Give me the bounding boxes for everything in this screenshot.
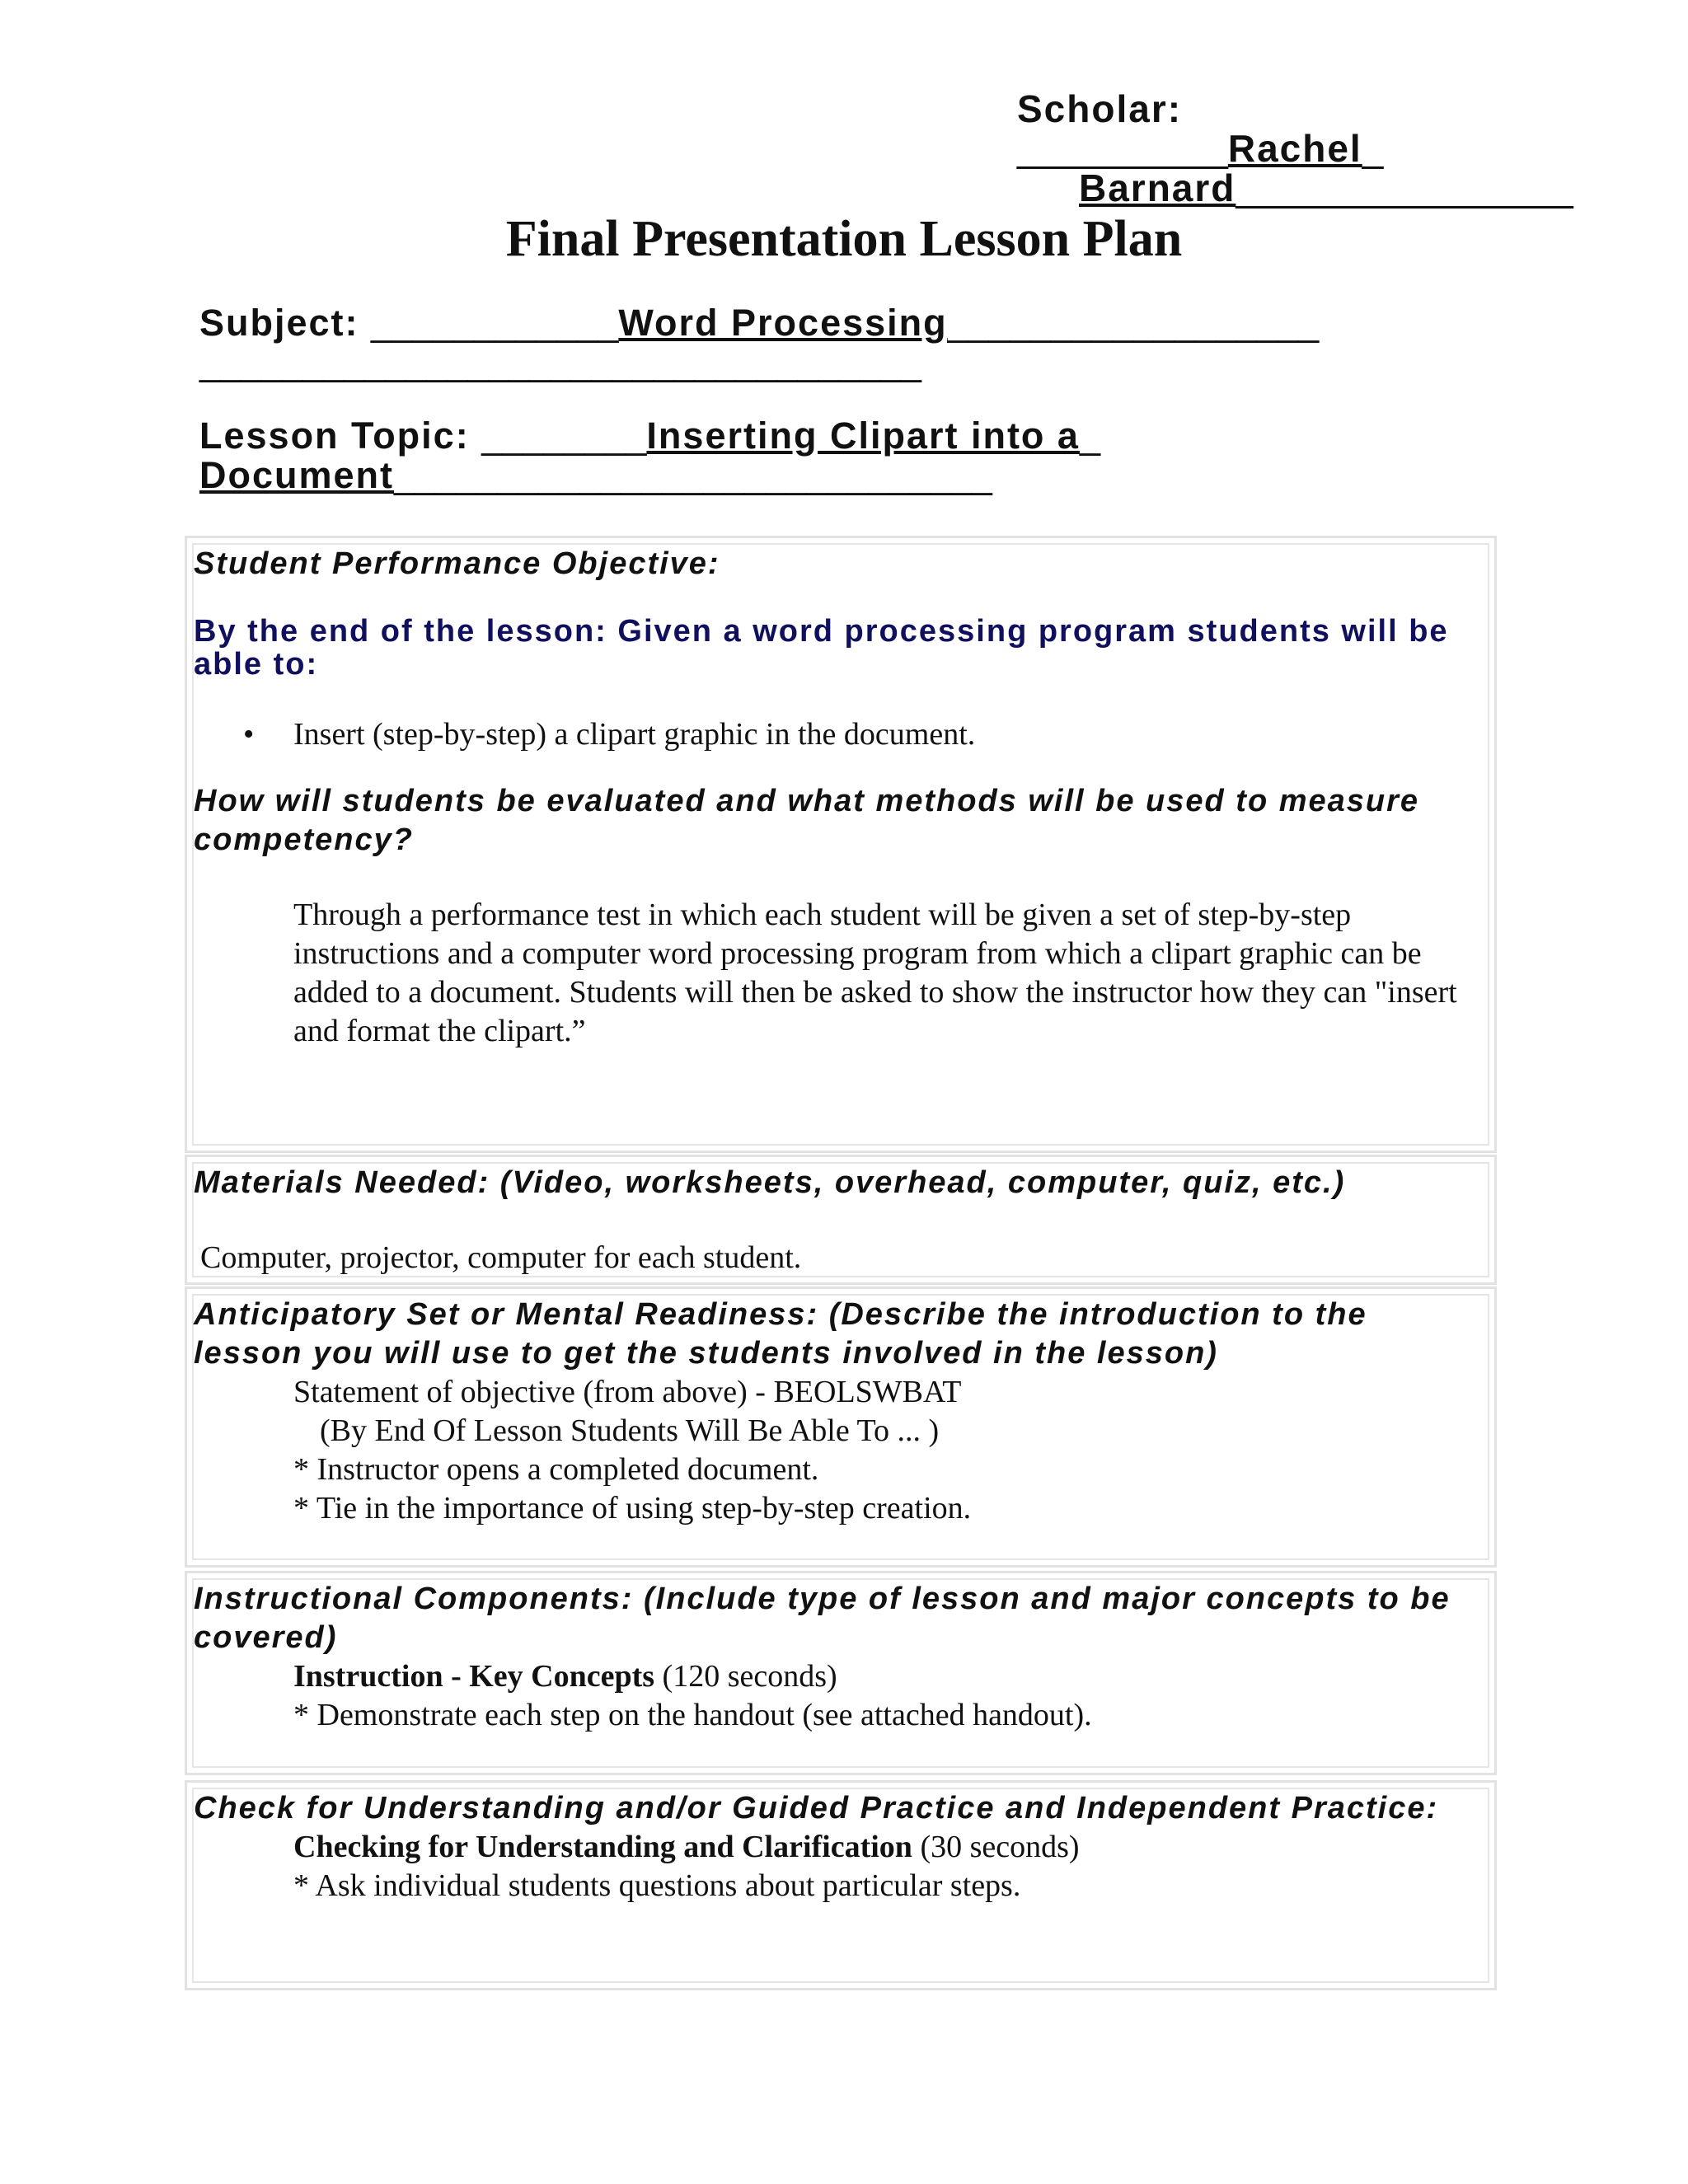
check-line-1	[194, 1828, 1488, 1867]
scholar-label: Scholar:	[1017, 87, 1183, 130]
anticipatory-heading: Anticipatory Set or Mental Readiness: (Describe the introduction to the lesson you will use to get the students involved in the lesson)	[194, 1297, 1367, 1371]
topic-blank-2: _	[1079, 415, 1100, 457]
objective-bullet-text: Insert (step-by-step) a clipart graphic in the document.	[293, 717, 976, 752]
instructional-timing: (120 seconds)	[654, 1659, 837, 1694]
anticipatory-line-1: Statement of objective (from above) - BEOLSWBAT	[293, 1375, 962, 1409]
instructional-components-section	[185, 1571, 1497, 1775]
evaluation-heading: How will students be evaluated and what methods will be used to measure competency?	[194, 784, 1420, 857]
check-line-2: * Ask individual students questions about particular steps.	[293, 1868, 1021, 1903]
subject-blank-2: __________________	[947, 302, 1320, 344]
subject-blank-3: ___________________________________	[199, 341, 921, 383]
materials-text: Computer, projector, computer for each student.	[200, 1240, 802, 1275]
topic-label: Lesson Topic:	[199, 415, 470, 457]
page-title: Final Presentation Lesson Plan	[505, 211, 1183, 267]
subject-value: Word Processing	[618, 302, 948, 344]
anticipatory-line-3: * Instructor opens a completed document.	[293, 1452, 819, 1487]
scholar-blank-2: _	[1362, 127, 1384, 170]
materials-heading: Materials Needed: (Video, worksheets, overhead, computer, quiz, etc.)	[194, 1165, 1346, 1200]
instructional-line-2: * Demonstrate each step on the handout (see attached handout).	[293, 1698, 1092, 1732]
materials-section	[185, 1155, 1497, 1285]
instructional-line-1	[194, 1657, 1488, 1696]
scholar-blank-3: ________________	[1236, 166, 1573, 209]
check-timing: (30 seconds)	[912, 1830, 1080, 1864]
topic-value-2: Document	[199, 454, 395, 496]
scholar-last-name: Barnard	[1079, 166, 1236, 209]
topic-value: Inserting Clipart into a	[646, 415, 1080, 457]
objective-statement: By the end of the lesson: Given a word processing program students will be able to:	[194, 614, 1449, 682]
anticipatory-line-4: * Tie in the importance of using step-by-step creation.	[293, 1491, 972, 1526]
evaluation-text: Through a performance test in which each student will be given a set of step-by-step instructions and a computer word processing program from which a clipart graphic can be added to a document. Students will then be asked to show the instructor how they can "insert and format the clipart.”	[293, 898, 1457, 1048]
objective-section	[185, 536, 1497, 1153]
instructional-heading: Instructional Components: (Include type of lesson and major concepts to be covered)	[194, 1582, 1451, 1655]
subject-label: Subject:	[199, 302, 359, 344]
scholar-line	[1017, 87, 1573, 209]
lesson-topic-field	[199, 416, 1551, 495]
anticipatory-set-section	[185, 1286, 1497, 1568]
objective-heading: Student Performance Objective:	[194, 546, 720, 581]
check-understanding-section	[185, 1780, 1497, 1990]
subject-blank: ____________	[371, 302, 619, 344]
bullet-icon: •	[243, 717, 255, 752]
topic-blank-3: _____________________________	[394, 454, 992, 496]
subject-field	[199, 303, 1551, 382]
topic-blank: ________	[481, 415, 647, 457]
check-bold-label: Checking for Understanding and Clarification	[293, 1830, 912, 1864]
scholar-first-name: Rachel	[1227, 127, 1362, 170]
instructional-bold-label: Instruction - Key Concepts	[293, 1659, 655, 1694]
scholar-blank: __________	[1017, 127, 1228, 170]
check-heading: Check for Understanding and/or Guided Practice and Independent Practice:	[194, 1791, 1439, 1825]
objective-bullet-item	[194, 715, 1488, 754]
anticipatory-line-2: (By End Of Lesson Students Will Be Able To ... )	[320, 1413, 940, 1448]
